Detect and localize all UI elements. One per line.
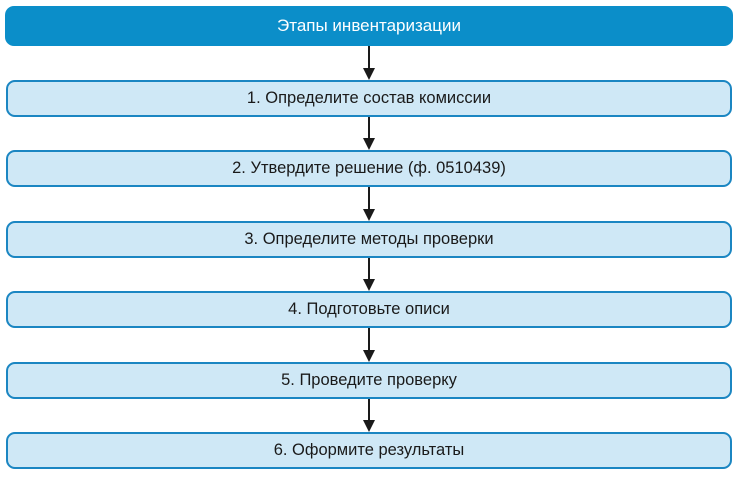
- step-box-6: [6, 432, 732, 469]
- down-arrow-icon: [363, 258, 375, 291]
- step-box-3: [6, 221, 732, 258]
- step-label-6: 6. Оформите результаты: [273, 441, 465, 459]
- step-label-5: 5. Проведите проверку: [281, 371, 457, 389]
- step-box-5: [6, 362, 732, 399]
- down-arrow-icon: [363, 117, 375, 150]
- step-box-2: [6, 150, 732, 187]
- flowchart-title-box: [5, 6, 733, 46]
- step-box-1: [6, 80, 732, 117]
- step-box-4: [6, 291, 732, 328]
- step-label-3: 3. Определите методы проверки: [244, 230, 494, 248]
- down-arrow-icon: [363, 46, 375, 80]
- step-label-4: 4. Подготовьте описи: [288, 300, 450, 318]
- down-arrow-icon: [363, 187, 375, 221]
- flowchart-title: Этапы инвентаризации: [277, 16, 461, 35]
- down-arrow-icon: [363, 399, 375, 432]
- down-arrow-icon: [363, 328, 375, 362]
- step-label-2: 2. Утвердите решение (ф. 0510439): [232, 159, 506, 177]
- step-label-1: 1. Определите состав комиссии: [246, 89, 492, 107]
